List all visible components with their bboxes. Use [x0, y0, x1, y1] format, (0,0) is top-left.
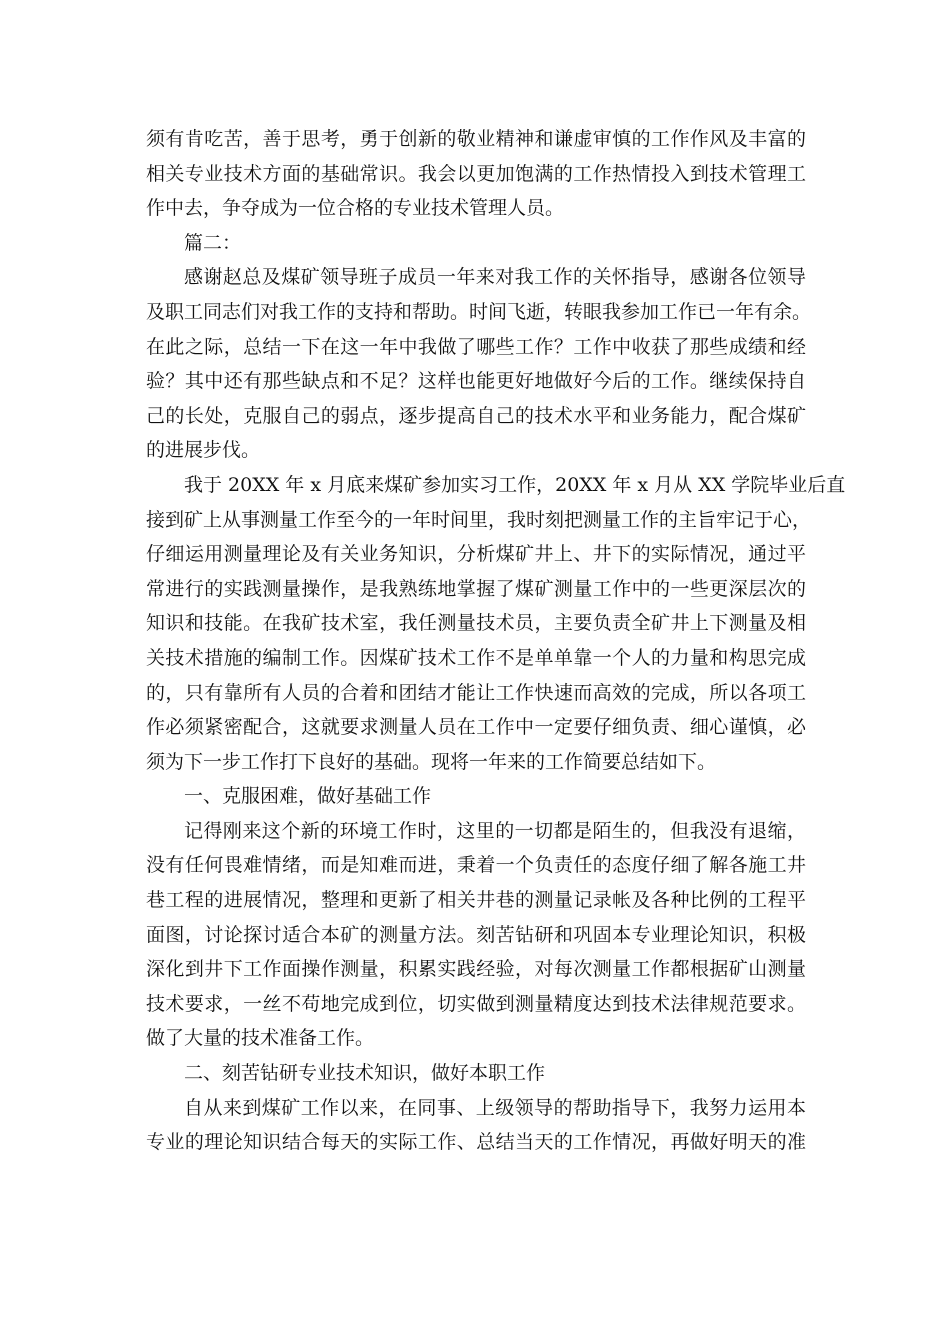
text-line: 知识和技能。在我矿技术室，我任测量技术员，主要负责全矿井上下测量及相 [146, 612, 806, 635]
text-line: 自从来到煤矿工作以来，在同事、上级领导的帮助指导下，我努力运用本 [184, 1096, 806, 1119]
text-line: 没有任何畏难情绪，而是知难而进，秉着一个负责任的态度仔细了解各施工井 [146, 854, 806, 877]
text-line: 在此之际，总结一下在这一年中我做了哪些工作？工作中收获了那些成绩和经 [146, 335, 806, 358]
document-body [146, 122, 846, 1160]
text-line: 关技术措施的编制工作。因煤矿技术工作不是单单靠一个人的力量和构思完成 [146, 646, 806, 669]
text-line: 技术要求，一丝不苟地完成到位，切实做到测量精度达到技术法律规范要求。 [146, 992, 806, 1015]
text-line: 二、刻苦钻研专业技术知识，做好本职工作 [184, 1062, 546, 1085]
text-line: 己的长处，克服自己的弱点，逐步提高自己的技术水平和业务能力，配合煤矿 [146, 404, 806, 427]
text-line: 须有肯吃苦，善于思考，勇于创新的敬业精神和谦虚审慎的工作作风及丰富的 [146, 128, 806, 150]
text-line: 须为下一步工作打下良好的基础。现将一年来的工作简要总结如下。 [146, 750, 717, 773]
text-line: 一、克服困难，做好基础工作 [184, 785, 432, 808]
text-line: 作必须紧密配合，这就要求测量人员在工作中一定要仔细负责、细心谨慎，必 [146, 716, 806, 739]
text-line: 的进展步伐。 [146, 439, 261, 462]
text-line: 的，只有靠所有人员的合着和团结才能让工作快速而高效的完成，所以各项工 [146, 681, 806, 704]
text-line: 专业的理论知识结合每天的实际工作、总结当天的工作情况，再做好明天的准 [146, 1131, 806, 1154]
text-line: 常进行的实践测量操作，是我熟练地掌握了煤矿测量工作中的一些更深层次的 [146, 577, 806, 600]
text-line: 作中去，争夺成为一位合格的专业技术管理人员。 [146, 197, 565, 220]
text-line: 面图，讨论探讨适合本矿的测量方法。刻苦钻研和巩固本专业理论知识，积极 [146, 923, 806, 946]
text-line: 接到矿上从事测量工作至今的一年时间里，我时刻把测量工作的主旨牢记于心， [146, 508, 812, 531]
text-line: 记得刚来这个新的环境工作时，这里的一切都是陌生的，但我没有退缩， [184, 819, 806, 842]
text-line: 篇二： [184, 231, 242, 254]
text-line: 做了大量的技术准备工作。 [146, 1027, 375, 1050]
text-line: 验？其中还有那些缺点和不足？这样也能更好地做好今后的工作。继续保持自 [146, 370, 806, 393]
text-line: 及职工同志们对我工作的支持和帮助。时间飞逝，转眼我参加工作已一年有余。 [146, 300, 812, 323]
text-line: 感谢赵总及煤矿领导班子成员一年来对我工作的关怀指导，感谢各位领导 [184, 266, 806, 289]
text-line: 相关专业技术方面的基础常识。我会以更加饱满的工作热情投入到技术管理工 [146, 162, 806, 185]
text-line: 仔细运用测量理论及有关业务知识，分析煤矿井上、井下的实际情况，通过平 [146, 543, 806, 566]
text-line: 我于 20XX 年 x 月底来煤矿参加实习工作，20XX 年 x 月从 XX 学院毕业后直 [184, 473, 846, 496]
text-line: 巷工程的进展情况，整理和更新了相关井巷的测量记录帐及各种比例的工程平 [146, 889, 806, 912]
text-line: 深化到井下工作面操作测量，积累实践经验，对每次测量工作都根据矿山测量 [146, 958, 806, 981]
